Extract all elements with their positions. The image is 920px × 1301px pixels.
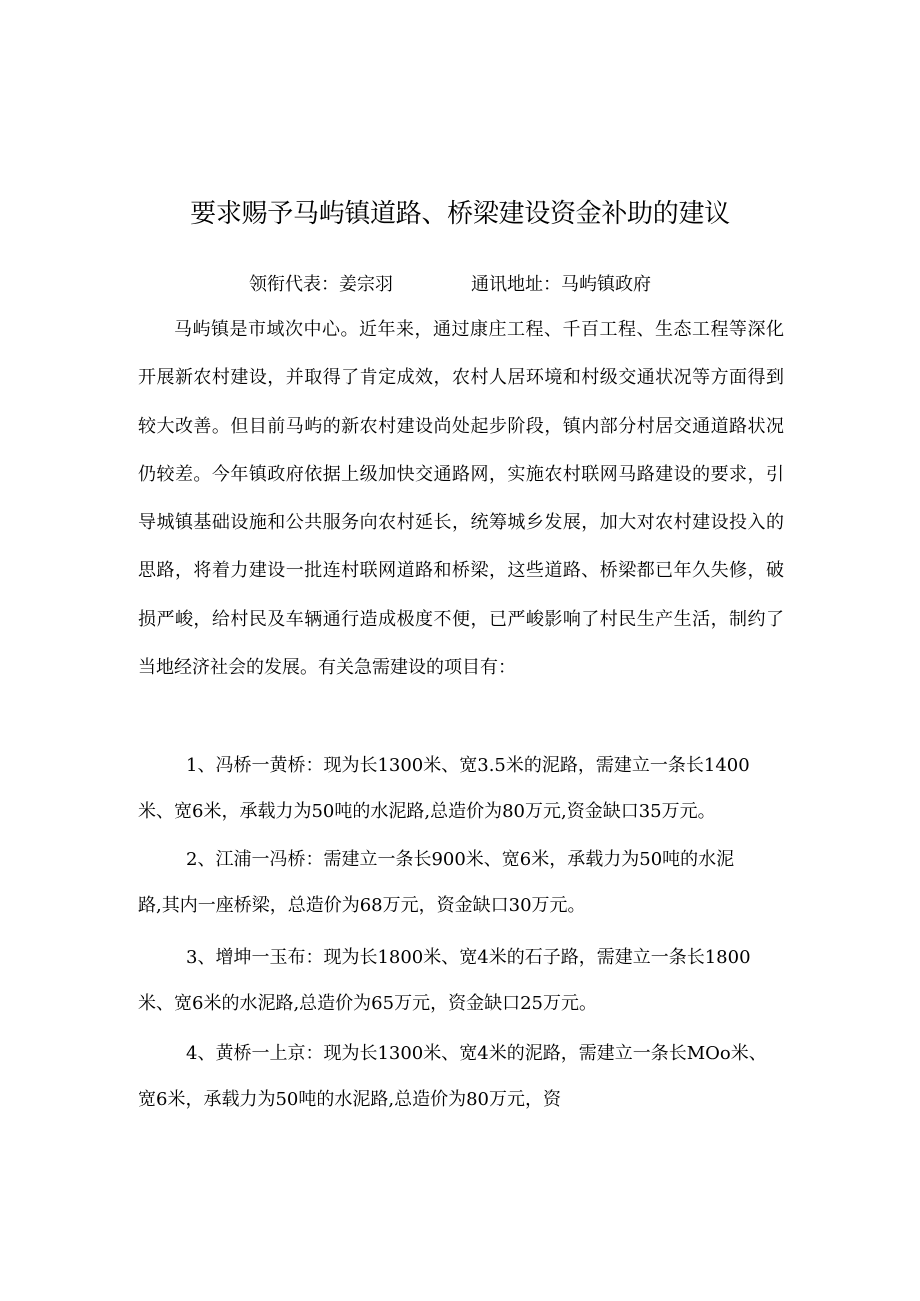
project-item-line: 路,其内一座桥梁，总造价为68万元，资金缺口30万元。 bbox=[138, 895, 586, 916]
project-item-line: 3、增坤一玉布：现为长1800米、宽4米的石子路，需建立一条长1800 bbox=[186, 947, 751, 968]
document-title: 要求赐予马屿镇道路、桥梁建设资金补助的建议 bbox=[190, 199, 730, 229]
project-item-line: 米、宽6米的水泥路,总造价为65万元，资金缺口25万元。 bbox=[138, 993, 597, 1014]
project-item bbox=[138, 1031, 788, 1123]
project-item-line: 4、黄桥一上京：现为长1300米、宽4米的泥路，需建立一条长MOo米、 bbox=[186, 1043, 767, 1064]
project-item bbox=[138, 935, 788, 1027]
project-item-line: 宽6米，承载力为50吨的水泥路,总造价为80万元，资 bbox=[138, 1089, 561, 1110]
project-item-line: 米、宽6米，承载力为50吨的水泥路,总造价为80万元,资金缺口35万元。 bbox=[138, 801, 716, 822]
address-line: 通讯地址：马屿镇政府 bbox=[471, 274, 651, 295]
representative-line: 领衔代表：姜宗羽 bbox=[249, 274, 393, 295]
project-item-line: 2、江浦一冯桥：需建立一条长900米、宽6米，承载力为50吨的水泥 bbox=[186, 849, 735, 870]
project-item bbox=[138, 837, 788, 929]
project-item bbox=[138, 743, 788, 835]
project-item-line: 1、冯桥一黄桥：现为长1300米、宽3.5米的泥路，需建立一条长1400 bbox=[186, 755, 750, 776]
intro-paragraph: 马屿镇是市域次中心。近年来，通过康庄工程、千百工程、生态工程等深化开展新农村建设，并取得了肯定成效，农村人居环境和村级交通状况等方面得到较大改善。但目前马屿的新农村建设尚处起步阶段，镇内部分村居交通道路状况仍较差。今年镇政府依据上级加快交通路网，实施农村联网马路建设的要求，引导城镇基础设施和公共服务向农村延长，统筹城乡发展，加大对农村建设投入的思路，将着力建设一批连村联网道路和桥梁，这些道路、桥梁都已年久失修，破损严峻，给村民及车辆通行造成极度不便，已严峻影响了村民生产生活，制约了当地经济社会的发展。有关急需建设的项目有： bbox=[138, 319, 784, 679]
